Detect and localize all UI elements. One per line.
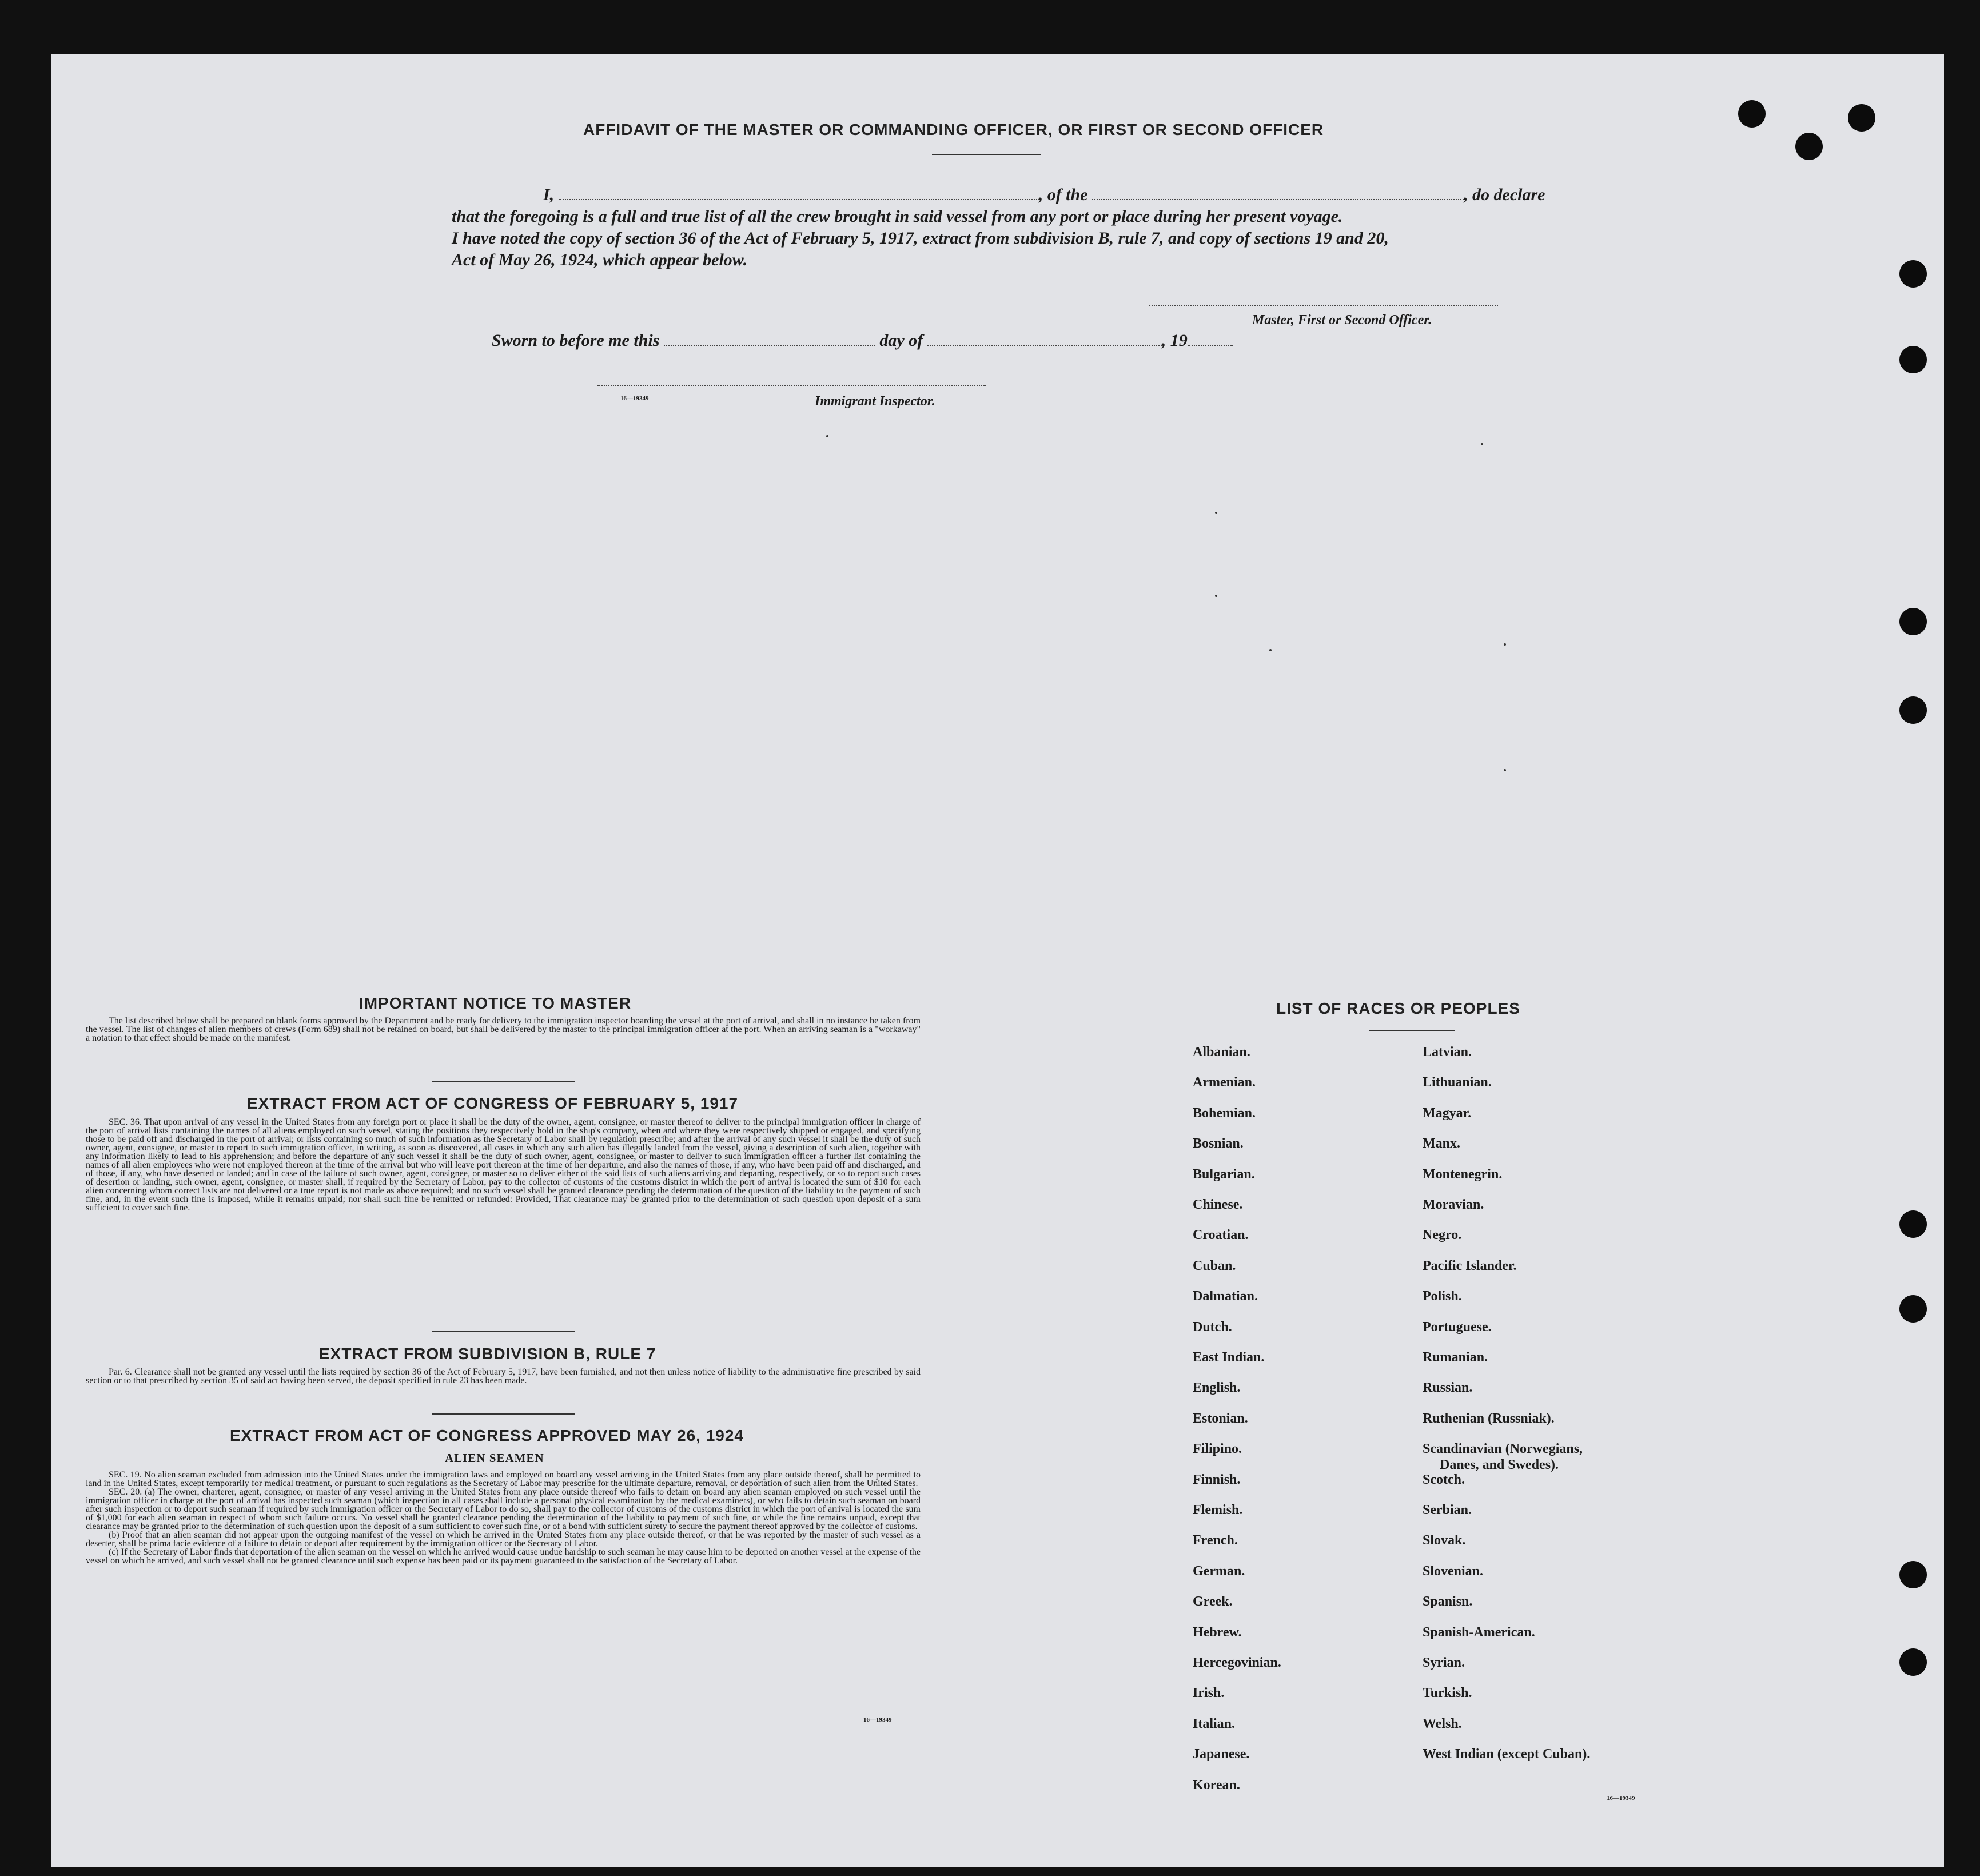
ink-speck <box>826 435 828 437</box>
race-item: Magyar. <box>1423 1105 1472 1121</box>
punch-hole <box>1899 696 1927 724</box>
race-item: Latvian. <box>1423 1045 1472 1060</box>
inspector-label: Immigrant Inspector. <box>815 394 935 409</box>
race-item: Filipino. <box>1193 1441 1242 1457</box>
race-item: German. <box>1193 1563 1245 1579</box>
race-item: Bohemian. <box>1193 1105 1256 1121</box>
race-item: Albanian. <box>1193 1045 1250 1060</box>
punch-hole <box>1848 104 1875 132</box>
race-item: Turkish. <box>1423 1686 1472 1701</box>
sworn-month-field[interactable] <box>927 332 1162 346</box>
race-item: Montenegrin. <box>1423 1166 1503 1182</box>
sworn-year: , 19 <box>1161 331 1188 350</box>
declaration-i: I, <box>543 185 555 204</box>
race-item: Negro. <box>1423 1228 1462 1243</box>
sworn-year-field[interactable] <box>1188 332 1233 346</box>
declaration-line-1 <box>492 184 1578 206</box>
ink-speck <box>1269 649 1272 651</box>
punch-hole <box>1899 1561 1927 1588</box>
declaration-do-declare: , do declare <box>1464 185 1545 204</box>
sec-20a: SEC. 20. (a) The owner, charterer, agent, consignee, or master of any vessel arriving in the United States from any place outside thereof who fails to detain on board any alien seaman employed on such vessel until the immigration officer in charge at the port of arrival has inspected such seaman (which inspection in all cases shall include a personal physical examination by the medical examiners), or who fails to detain such seaman on board after such inspection or to deport such seaman if required by such immigration officer or the Secretary of Labor to do so, shall pay to the collector of customs of the customs district in which the port of arrival is located the sum of $1,000 for each alien seaman in respect of whom such failure occurs. No vessel shall be granted clearance pending the determination of the liability to payment of such fine, or while the fine remains unpaid, except that clearance may be granted prior to the determination of such question upon the deposit of a sum sufficient to cover such fine, or of a bond with sufficient surety to secure the payment thereof approved by the collector of customs. <box>86 1487 921 1531</box>
ink-speck <box>1504 643 1506 646</box>
race-item: Pacific Islander. <box>1423 1258 1517 1273</box>
master-signature-field[interactable] <box>1149 294 1498 306</box>
races-title: LIST OF RACES OR PEOPLES <box>1276 999 1520 1017</box>
extract-1924-title: EXTRACT FROM ACT OF CONGRESS APPROVED MAY 26, 1924 <box>230 1427 744 1444</box>
alien-seamen-subtitle: ALIEN SEAMEN <box>445 1451 544 1465</box>
race-item: Ruthenian (Russniak). <box>1423 1411 1555 1426</box>
sec-20c: (c) If the Secretary of Labor finds that deportation of the alien seaman on the vessel on which he arrived would cause undue hardship to such seaman he may cause him to be deported on another vessel at the expense of the vessel on which he arrived, and such vessel shall not be granted clearance until such expense has been paid or its payment guaranteed to the satisfaction of the Secretary of Labor. <box>86 1547 921 1566</box>
punch-hole <box>1795 133 1823 160</box>
race-item: Syrian. <box>1423 1655 1465 1670</box>
race-item: Cuban. <box>1193 1258 1236 1273</box>
race-item: Croatian. <box>1193 1228 1249 1243</box>
notice-divider <box>432 1081 575 1082</box>
race-item: Korean. <box>1193 1777 1240 1793</box>
race-item: Irish. <box>1193 1686 1225 1701</box>
extract-rule7-divider <box>432 1413 575 1415</box>
ink-speck <box>1215 595 1217 597</box>
sworn-line <box>492 330 1233 352</box>
declaration-of-the: , of the <box>1038 185 1088 204</box>
extract-1917-text: SEC. 36. That upon arrival of any vessel in the United States from any foreign port or place it shall be the duty of the owner, agent, consignee, or master thereof to deliver to the principal immigration officer in charge of the port of arrival lists containing the names of all aliens employed on such vessel, stating the positions they respectively hold in the ship's company, when and where they were respectively shipped or engaged, and specifying those to be paid off and discharged in the port of arrival; or lists containing so much of such information as the Secretary of Labor shall by regulation prescribe; and after the arrival of any such vessel it shall be the duty of such owner, agent, consignee, or master to report to such immigration officer, in writing, as soon as discovered, all cases in which any such alien has illegally landed from the vessel, giving a description of such alien, together with any information likely to lead to his apprehension; and before the departure of any such vessel it shall be the duty of such owner, agent, consignee, or master to deliver to such immigration officer a further list containing the names of all alien employees who were not employed thereon at the time of the arrival but who will leave port thereon at the time of her departure, and also the names of those, if any, who have been paid off and discharged, and of those, if any, who have deserted or landed; and in case of the failure of such owner, agent, consignee, or master so to deliver either of the said lists of such aliens arriving and departing, respectively, or so to report such cases of desertion or landing, such owner, agent, consignee, or master shall, if required by the Secretary of Labor, pay to the collector of customs of the customs district in which the port of arrival is located the sum of $10 for each alien concerning whom correct lists are not delivered or a true report is not made as above required; and no such vessel shall be granted clearance pending the determination of the question of the liability to the payment of such fine, and, in the event such fine is imposed, while it remains unpaid; nor shall such fine be remitted or refunded: Provided, That clearance may be granted prior to the determination of such question upon deposit of a sum sufficient to cover such fine. <box>86 1117 921 1213</box>
declaration-line-2: that the foregoing is a full and true list of all the crew brought in said vessel from any port or place during her present voyage. <box>452 207 1343 226</box>
race-item: Armenian. <box>1193 1075 1256 1090</box>
race-item: Slovenian. <box>1423 1563 1484 1579</box>
ink-speck <box>1504 769 1506 771</box>
race-item: Russian. <box>1423 1380 1473 1396</box>
punch-hole <box>1899 1648 1927 1676</box>
sec-19: SEC. 19. No alien seaman excluded from admission into the United States under the immigration laws and employed on board any vessel arriving in the United States from any place outside thereof, shall be permitted to land in the United States, except temporarily for medical treatment, or pursuant to such regulations as the Secretary of Labor may prescribe for the ultimate departure, removal, or deportation of such alien from the United States. <box>86 1470 921 1488</box>
race-item: Estonian. <box>1193 1411 1248 1426</box>
race-item: Slovak. <box>1423 1533 1466 1548</box>
race-item: Manx. <box>1423 1136 1460 1152</box>
name-field[interactable] <box>559 186 1039 200</box>
race-item: Flemish. <box>1193 1503 1243 1517</box>
race-item: Welsh. <box>1423 1716 1462 1731</box>
sworn-prefix: Sworn to before me this <box>492 331 660 350</box>
race-item: Rumanian. <box>1423 1350 1488 1365</box>
race-item: Spanish-American. <box>1423 1624 1535 1640</box>
extract-rule7-title: EXTRACT FROM SUBDIVISION B, RULE 7 <box>319 1345 656 1363</box>
punch-hole <box>1738 100 1766 128</box>
sec-20b: (b) Proof that an alien seaman did not appear upon the outgoing manifest of the vessel on which he arrived in the United States from any place outside thereof, or that he was reported by the master of such vessel as a deserter, shall be prima facie evidence of a failure to detain or deport after requirement by the immigration officer or the Secretary of Labor. <box>86 1530 921 1548</box>
form-number-bottom-right: 16—19349 <box>1607 1795 1635 1802</box>
race-item: Italian. <box>1193 1716 1236 1731</box>
race-item: Hebrew. <box>1193 1624 1242 1640</box>
race-item: Polish. <box>1423 1289 1462 1304</box>
race-item: West Indian (except Cuban). <box>1423 1747 1591 1762</box>
title-underline <box>932 154 1041 155</box>
declaration-line-4: Act of May 26, 1924, which appear below. <box>452 250 748 269</box>
vessel-field[interactable] <box>1092 186 1464 200</box>
ink-speck <box>1215 512 1217 514</box>
race-item: Chinese. <box>1193 1197 1243 1212</box>
ink-speck <box>1481 443 1483 445</box>
declaration-line-3: I have noted the copy of section 36 of the Act of February 5, 1917, extract from subdivision B, rule 7, and copy of sections 19 and 20, <box>452 229 1389 248</box>
form-number-bottom-left: 16—19349 <box>863 1716 892 1723</box>
sworn-day-field[interactable] <box>664 332 875 346</box>
race-item: East Indian. <box>1193 1350 1265 1365</box>
race-item: Serbian. <box>1423 1503 1472 1517</box>
race-item: Greek. <box>1193 1594 1233 1610</box>
race-item: Hercegovinian. <box>1193 1655 1281 1670</box>
race-item: Dutch. <box>1193 1319 1232 1335</box>
race-item: Bulgarian. <box>1193 1166 1255 1182</box>
master-signature-label: Master, First or Second Officer. <box>1252 313 1432 328</box>
race-item: Dalmatian. <box>1193 1289 1258 1304</box>
extract-rule7-text: Par. 6. Clearance shall not be granted any vessel until the lists required by section 36 of the Act of February 5, 1917, have been furnished, and not then unless notice of liability to the administrative fine prescribed by said section or to that prescribed by section 35 of said act having been served, the deposit specified in rule 23 has been made. <box>86 1367 921 1385</box>
notice-text: The list described below shall be prepared on blank forms approved by the Department and be ready for delivery to the immigration inspector boarding the vessel at the port of arrival, and shall in no instance be taken from the vessel. The list of changes of alien members of crews (Form 689) shall not be retained on board, but shall be delivered by the master to the principal immigration officer at the port. When an arriving seaman is a "workaway" a notation to that effect should be made on the manifest. <box>86 1016 921 1043</box>
punch-hole <box>1899 1295 1927 1323</box>
race-item: Spanisn. <box>1423 1594 1473 1610</box>
notice-title: IMPORTANT NOTICE TO MASTER <box>359 994 632 1012</box>
race-item: Lithuanian. <box>1423 1075 1492 1090</box>
race-item: Moravian. <box>1423 1197 1484 1212</box>
inspector-signature-field[interactable] <box>597 375 986 386</box>
document-sheet <box>51 54 1944 1867</box>
punch-hole <box>1899 346 1927 373</box>
races-title-underline <box>1369 1030 1455 1031</box>
race-item: Scandinavian (Norwegians, <box>1423 1441 1583 1457</box>
punch-hole <box>1899 608 1927 635</box>
extract-1917-divider <box>432 1331 575 1332</box>
affidavit-title: AFFIDAVIT OF THE MASTER OR COMMANDING OFFICER, OR FIRST OR SECOND OFFICER <box>583 121 1324 138</box>
race-item: Danes, and Swedes). <box>1440 1457 1559 1473</box>
extract-1917-title: EXTRACT FROM ACT OF CONGRESS OF FEBRUARY 5, 1917 <box>247 1094 739 1112</box>
race-item: Bosnian. <box>1193 1136 1244 1152</box>
race-item: Finnish. <box>1193 1472 1241 1487</box>
race-item: English. <box>1193 1380 1241 1396</box>
race-item: Scotch. <box>1423 1472 1465 1487</box>
sworn-day-of: day of <box>879 331 923 350</box>
punch-hole <box>1899 260 1927 288</box>
race-item: French. <box>1193 1533 1238 1548</box>
race-item: Japanese. <box>1193 1747 1250 1762</box>
extract-1924-text <box>86 1471 921 1565</box>
punch-hole <box>1899 1210 1927 1238</box>
form-number-top: 16—19349 <box>620 395 649 402</box>
race-item: Portuguese. <box>1423 1319 1492 1335</box>
